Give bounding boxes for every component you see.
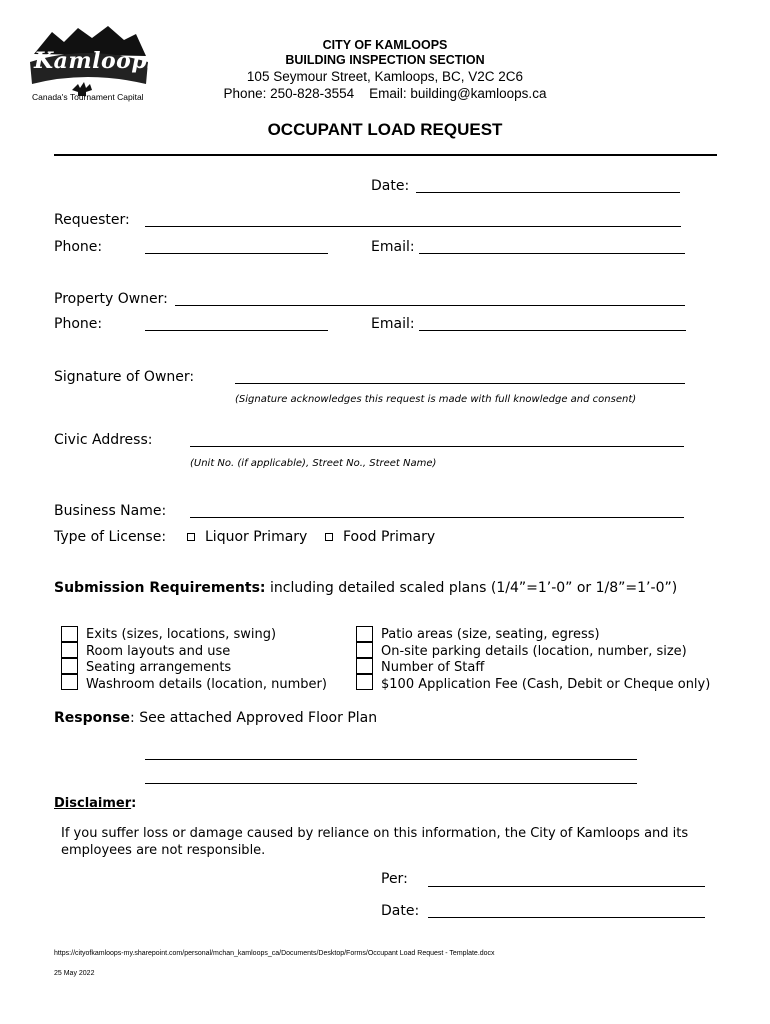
- req-item-washroom: Washroom details (location, number): [86, 676, 327, 692]
- req-item-room-layouts: Room layouts and use: [86, 643, 231, 659]
- requester-field[interactable]: [145, 226, 681, 227]
- req-item-fee: $100 Application Fee (Cash, Debit or Cheque only): [381, 676, 711, 692]
- logo-tagline: Canada's Tournament Capital: [32, 92, 144, 102]
- requester-phone-field[interactable]: [145, 253, 328, 254]
- response-label: Response: [54, 710, 131, 726]
- req-checkbox-patio[interactable]: [356, 626, 373, 642]
- disclaimer-heading: [54, 796, 136, 811]
- owner-email-field[interactable]: [419, 330, 686, 331]
- requester-label: Requester:: [54, 212, 130, 228]
- footer-file-path: https://cityofkamloops-my.sharepoint.com/personal/mchan_kamloops_ca/Documents/Desktop/Forms/Occupant Load Request - Template.docx: [54, 950, 495, 957]
- business-name-field[interactable]: [190, 517, 684, 518]
- per-field[interactable]: [428, 886, 705, 887]
- owner-phone-field[interactable]: [145, 330, 328, 331]
- property-owner-field[interactable]: [175, 305, 685, 306]
- req-checkbox-fee[interactable]: [356, 674, 373, 690]
- disclaimer-colon: :: [131, 796, 137, 811]
- req-checkbox-exits[interactable]: [61, 626, 78, 642]
- date-label: Date:: [371, 178, 410, 194]
- bottom-date-label: Date:: [381, 903, 420, 919]
- disclaimer-text: If you suffer loss or damage caused by reliance on this information, the City of Kamloops and its employees are not responsible.: [61, 826, 689, 858]
- req-checkbox-room-layouts[interactable]: [61, 642, 78, 658]
- logo-wordmark: Kamloops: [34, 48, 161, 74]
- org-contact: Phone: 250-828-3554 Email: building@kamloops.ca: [223, 86, 547, 101]
- org-name: CITY OF KAMLOOPS: [322, 38, 448, 52]
- response-line-1[interactable]: [145, 759, 637, 760]
- food-primary-checkbox[interactable]: [325, 533, 333, 541]
- property-owner-label: Property Owner:: [54, 291, 168, 307]
- org-address: 105 Seymour Street, Kamloops, BC, V2C 2C6: [246, 69, 524, 84]
- license-type-label: Type of License:: [54, 529, 167, 545]
- req-item-exits: Exits (sizes, locations, swing): [86, 627, 277, 642]
- req-item-seating: Seating arrangements: [86, 660, 232, 675]
- requester-email-field[interactable]: [419, 253, 685, 254]
- liquor-primary-label: Liquor Primary: [205, 529, 308, 545]
- civic-address-field[interactable]: [190, 446, 684, 447]
- req-item-parking: On-site parking details (location, number, size): [381, 643, 687, 659]
- license-option-liquor[interactable]: [187, 529, 307, 545]
- response-row: [54, 710, 377, 726]
- signature-label: Signature of Owner:: [54, 369, 195, 385]
- response-text: : See attached Approved Floor Plan: [130, 710, 378, 726]
- req-checkbox-washroom[interactable]: [61, 674, 78, 690]
- footer-date: 25 May 2022: [54, 970, 95, 977]
- req-checkbox-seating[interactable]: [61, 658, 78, 674]
- req-item-patio: Patio areas (size, seating, egress): [381, 627, 600, 642]
- form-title: OCCUPANT LOAD REQUEST: [267, 120, 503, 139]
- bottom-date-field[interactable]: [428, 917, 705, 918]
- disclaimer-label: Disclaimer: [54, 796, 132, 811]
- owner-phone-label: Phone:: [54, 316, 103, 332]
- date-field[interactable]: [416, 192, 680, 193]
- license-option-food[interactable]: [325, 529, 435, 545]
- per-label: Per:: [381, 871, 408, 887]
- title-divider: [54, 154, 717, 156]
- req-list-left: [86, 627, 327, 693]
- kamloops-logo: [12, 14, 162, 114]
- req-checkbox-parking[interactable]: [356, 642, 373, 658]
- business-name-label: Business Name:: [54, 503, 167, 519]
- section-name: BUILDING INSPECTION SECTION: [285, 53, 485, 67]
- signature-hint: (Signature acknowledges this request is made with full knowledge and consent): [235, 394, 637, 405]
- req-item-staff: Number of Staff: [381, 660, 485, 675]
- food-primary-label: Food Primary: [343, 529, 436, 545]
- requester-phone-label: Phone:: [54, 239, 103, 255]
- owner-email-label: Email:: [371, 316, 415, 332]
- submission-heading-label: Submission Requirements:: [54, 580, 266, 596]
- civic-address-hint: (Unit No. (if applicable), Street No., Street Name): [190, 458, 437, 469]
- civic-address-label: Civic Address:: [54, 432, 153, 448]
- req-checkbox-staff[interactable]: [356, 658, 373, 674]
- req-list-right: [381, 627, 710, 693]
- submission-note: including detailed scaled plans (1/4”=1’-0” or 1/8”=1’-0”): [265, 580, 678, 596]
- requester-email-label: Email:: [371, 239, 415, 255]
- response-line-2[interactable]: [145, 783, 637, 784]
- submission-heading: [54, 580, 677, 596]
- signature-field[interactable]: [235, 383, 685, 384]
- liquor-primary-checkbox[interactable]: [187, 533, 195, 541]
